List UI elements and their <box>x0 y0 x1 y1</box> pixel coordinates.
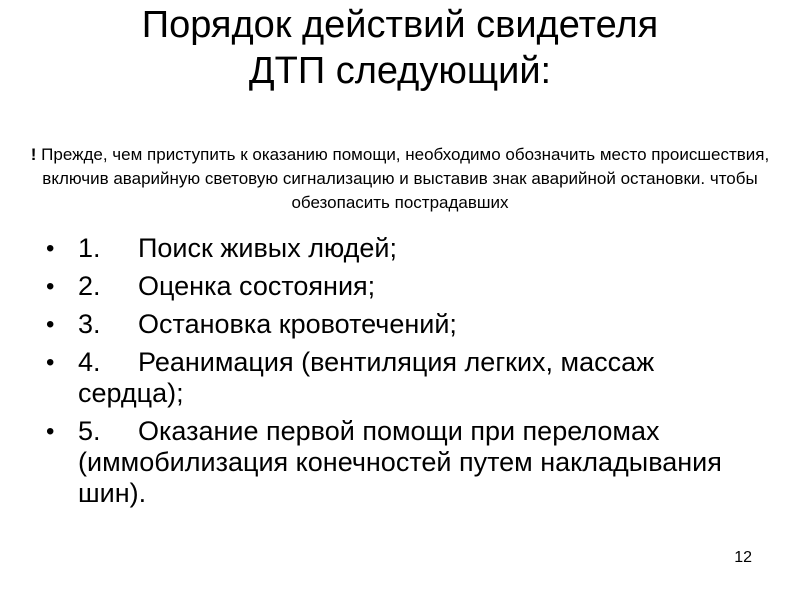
bullet-icon: • <box>46 349 55 376</box>
list-item <box>44 271 750 302</box>
item-number: 4. <box>78 347 101 377</box>
item-text: Оценка состояния; <box>138 271 376 301</box>
bullet-icon: • <box>46 311 55 338</box>
page-number: 12 <box>734 549 752 566</box>
bullet-icon: • <box>46 273 55 300</box>
item-number: 3. <box>78 309 101 339</box>
bullet-icon: • <box>46 418 55 445</box>
item-text: Поиск живых людей; <box>138 233 397 263</box>
slide-title-line-2: ДТП следующий: <box>248 50 552 92</box>
slide-title-line-1: Порядок действий свидетеля <box>141 4 659 46</box>
steps-list <box>44 233 750 516</box>
item-number: 5. <box>78 416 101 446</box>
list-item <box>44 233 750 264</box>
list-item <box>44 416 750 509</box>
item-number: 1. <box>78 233 101 263</box>
slide-title <box>40 2 760 94</box>
item-text: Остановка кровотечений; <box>138 309 457 339</box>
item-number: 2. <box>78 271 101 301</box>
list-item <box>44 347 750 409</box>
warning-note <box>20 143 780 215</box>
item-text: Оказание первой помощи при переломах (иммобилизация конечностей путем накладывания шин). <box>78 416 722 508</box>
bullet-icon: • <box>46 235 55 262</box>
exclamation-mark: ! <box>30 145 37 164</box>
warning-note-text: Прежде, чем приступить к оказанию помощи, необходимо обозначить место происшествия, включив аварийную световую сигнализацию и выставив знак аварийной остановки. чтобы обезопасить пострадавших <box>36 145 770 212</box>
list-item <box>44 309 750 340</box>
item-text: Реанимация (вентиляция легких, массаж сердца); <box>78 347 655 408</box>
